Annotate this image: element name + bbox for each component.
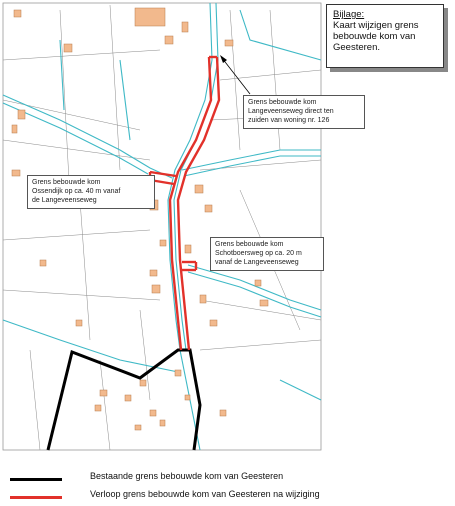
legend-red-line [10, 496, 62, 499]
callout-schotboersweg: Grens bebouwde kom Schotboersweg op ca. 20 m vanaf de Langeveenseweg [210, 237, 324, 271]
legend-new-label: Verloop grens bebouwde kom van Geesteren na wijziging [90, 489, 320, 499]
legend-existing [10, 471, 450, 487]
new-boundary-line [150, 57, 219, 350]
callout-north: Grens bebouwde kom Langeveenseweg direct ten zuiden van woning nr. 126 [243, 95, 365, 129]
legend-new [10, 489, 450, 505]
existing-boundary-line [48, 350, 200, 450]
road-network [3, 3, 321, 450]
bijlage-box [326, 4, 444, 68]
parcel-lines [3, 5, 321, 450]
callout-ossendijk: Grens bebouwde kom Ossendijk op ca. 40 m vanaf de Langeveenseweg [27, 175, 155, 209]
map-border [3, 3, 321, 450]
bijlage-title: Bijlage: [333, 9, 365, 20]
legend-existing-label: Bestaande grens bebouwde kom van Geesteren [90, 471, 284, 481]
bijlage-text: Kaart wijzigen grens bebouwde kom van Geesteren. [333, 20, 419, 53]
callout-arrow [222, 58, 250, 94]
arrow-head-icon [220, 55, 227, 63]
legend-black-line [10, 478, 62, 481]
buildings [12, 8, 268, 430]
